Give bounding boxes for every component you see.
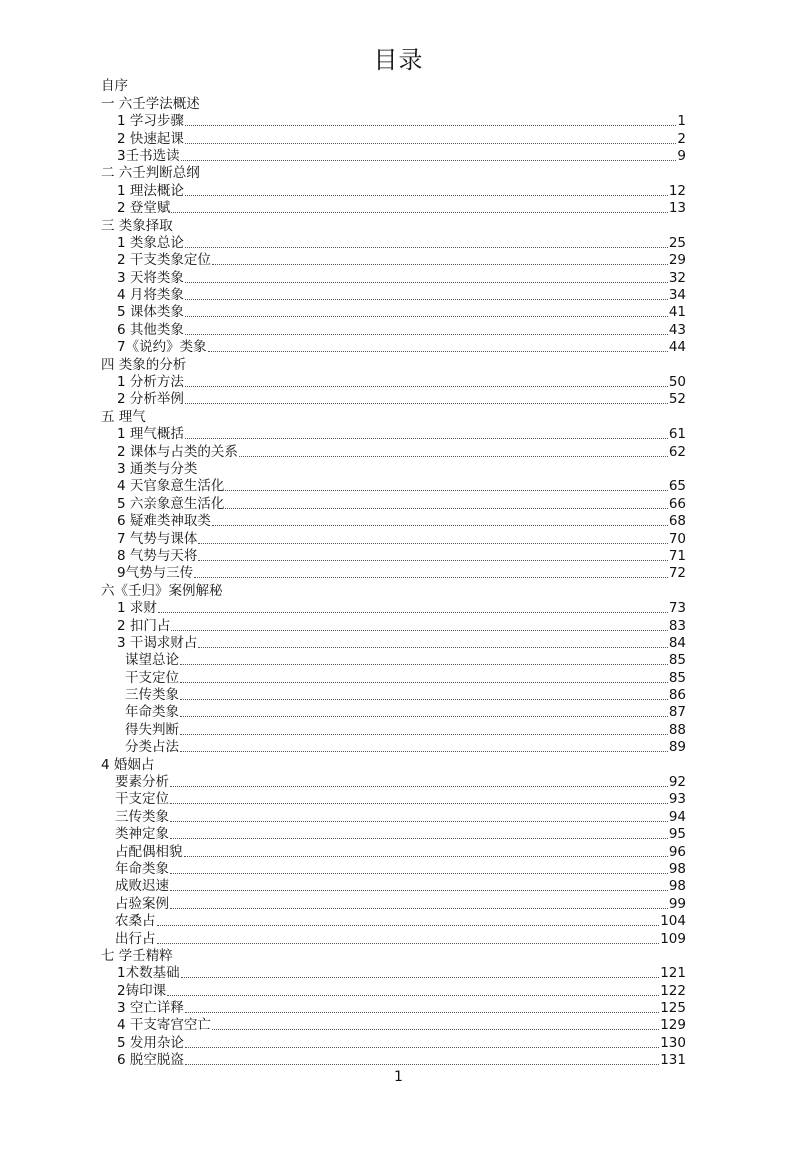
toc-entry <box>101 617 686 634</box>
toc-entry-label: 要素分析 <box>115 774 169 791</box>
toc-entry <box>101 582 686 599</box>
toc-entry <box>101 861 686 878</box>
toc-dot-leader <box>198 543 667 544</box>
toc-entry <box>101 826 686 843</box>
toc-entry-label: 4 月将类象 <box>117 287 184 304</box>
toc-entry-label: 2 快速起课 <box>117 130 184 147</box>
toc-entry-label: 3 天将类象 <box>117 269 184 286</box>
toc-entry-label: 农桑占 <box>115 913 156 930</box>
toc-entry-label: 三传类象 <box>115 808 169 825</box>
toc-dot-leader <box>181 977 660 978</box>
toc-entry-label: 年命类象 <box>115 860 169 877</box>
toc-entry-page: 94 <box>668 808 686 825</box>
toc-entry <box>101 148 686 165</box>
toc-dot-leader <box>170 838 668 839</box>
toc-entry-label: 三 类象择取 <box>101 217 173 234</box>
toc-entry-label: 1 分析方法 <box>117 374 184 391</box>
toc-entry <box>101 878 686 895</box>
toc-entry-page: 85 <box>668 669 686 686</box>
toc-entry-page: 109 <box>660 930 686 947</box>
toc-entry <box>101 113 686 130</box>
toc-entry-label: 成败迟速 <box>115 878 169 895</box>
toc-entry <box>101 235 686 252</box>
toc-entry <box>101 635 686 652</box>
toc-entry-label: 8 气势与天将 <box>117 547 198 564</box>
toc-entry <box>101 791 686 808</box>
toc-entry-page: 9 <box>677 147 686 164</box>
toc-entry-label: 干支定位 <box>115 791 169 808</box>
toc-entry-label: 六《壬归》案例解秘 <box>101 582 223 599</box>
page-number: 1 <box>394 1069 403 1085</box>
toc-entry-page: 52 <box>668 391 686 408</box>
toc-entry <box>101 913 686 930</box>
toc-entry-label: 出行占 <box>115 930 156 947</box>
toc-entry <box>101 461 686 478</box>
toc-dot-leader <box>184 856 668 857</box>
toc-entry <box>101 443 686 460</box>
toc-entry-label: 2 登堂赋 <box>117 200 171 217</box>
toc-entry-label: 6 其他类象 <box>117 321 184 338</box>
toc-entry <box>101 530 686 547</box>
toc-dot-leader <box>185 386 668 387</box>
toc-entry-page: 62 <box>668 443 686 460</box>
toc-entry-label: 占验案例 <box>115 895 169 912</box>
toc-dot-leader <box>198 560 667 561</box>
toc-dot-leader <box>167 995 659 996</box>
toc-entry <box>101 1034 686 1051</box>
toc-entry <box>101 495 686 512</box>
toc-dot-leader <box>194 577 668 578</box>
toc-entry-label: 2 干支类象定位 <box>117 252 211 269</box>
toc-entry-label: 自序 <box>101 78 128 95</box>
toc-entry-page: 2 <box>677 130 686 147</box>
toc-dot-leader <box>180 682 668 683</box>
toc-dot-leader <box>171 630 667 631</box>
toc-dot-leader <box>180 751 668 752</box>
toc-dot-leader <box>180 664 668 665</box>
toc-entry-page: 34 <box>668 287 686 304</box>
toc-entry <box>101 948 686 965</box>
toc-entry-label: 1 理法概论 <box>117 182 184 199</box>
toc-dot-leader <box>185 247 668 248</box>
toc-dot-leader <box>185 143 677 144</box>
toc-entry <box>101 130 686 147</box>
toc-entry-label: 得失判断 <box>125 721 179 738</box>
toc-entry-page: 25 <box>668 234 686 251</box>
toc-entry <box>101 391 686 408</box>
toc-entry-page: 70 <box>668 530 686 547</box>
toc-entry-label: 4 天官象意生活化 <box>117 478 225 495</box>
toc-entry-page: 93 <box>668 791 686 808</box>
toc-entry-label: 四 类象的分析 <box>101 356 187 373</box>
toc-entry <box>101 95 686 112</box>
toc-entry-page: 99 <box>668 895 686 912</box>
toc-entry-page: 13 <box>668 200 686 217</box>
toc-dot-leader <box>185 438 668 439</box>
toc-entry-label: 1 理气概括 <box>117 426 184 443</box>
toc-dot-leader <box>239 456 668 457</box>
toc-entry-page: 86 <box>668 687 686 704</box>
toc-entry-page: 98 <box>668 878 686 895</box>
toc-entry <box>101 78 686 95</box>
toc-entry-page: 29 <box>668 252 686 269</box>
toc-entry <box>101 687 686 704</box>
toc-dot-leader <box>170 803 668 804</box>
toc-entry-label: 谋望总论 <box>125 652 179 669</box>
toc-entry-page: 122 <box>660 982 686 999</box>
toc-entry-page: 92 <box>668 774 686 791</box>
toc-entry <box>101 304 686 321</box>
toc-entry <box>101 252 686 269</box>
toc-entry <box>101 982 686 999</box>
toc-dot-leader <box>185 316 668 317</box>
toc-entry <box>101 408 686 425</box>
toc-entry-page: 1 <box>677 113 686 130</box>
toc-entry-page: 96 <box>668 843 686 860</box>
toc-entry <box>101 704 686 721</box>
toc-entry <box>101 165 686 182</box>
toc-entry-label: 3 干谒求财占 <box>117 634 198 651</box>
toc-dot-leader <box>170 908 668 909</box>
toc-dot-leader <box>171 212 667 213</box>
toc-entry <box>101 426 686 443</box>
toc-entry <box>101 565 686 582</box>
toc-entry-page: 85 <box>668 652 686 669</box>
toc-entry-label: 6 疑难类神取类 <box>117 513 211 530</box>
toc-entry-page: 12 <box>668 182 686 199</box>
toc-dot-leader <box>185 125 677 126</box>
toc-entry-label: 3壬书选读 <box>117 147 180 164</box>
toc-entry <box>101 478 686 495</box>
toc-entry-label: 分类占法 <box>125 739 179 756</box>
toc-entry <box>101 843 686 860</box>
toc-entry <box>101 895 686 912</box>
toc-entry-label: 7《说约》类象 <box>117 339 207 356</box>
toc-entry-label: 类神定象 <box>115 826 169 843</box>
toc-entry <box>101 774 686 791</box>
toc-dot-leader <box>212 1029 659 1030</box>
toc-entry-page: 88 <box>668 721 686 738</box>
toc-entry-page: 32 <box>668 269 686 286</box>
toc-entry <box>101 739 686 756</box>
toc-dot-leader <box>198 647 667 648</box>
toc-dot-leader <box>185 1064 659 1065</box>
toc-dot-leader <box>158 612 668 613</box>
toc-entry <box>101 756 686 773</box>
toc-entry <box>101 513 686 530</box>
toc-dot-leader <box>180 734 668 735</box>
toc-entry-label: 1 求财 <box>117 600 157 617</box>
toc-entry-page: 73 <box>668 600 686 617</box>
toc-entry-label: 2 分析举例 <box>117 391 184 408</box>
toc-entry-page: 83 <box>668 617 686 634</box>
toc-entry-page: 130 <box>660 1034 686 1051</box>
toc-entry-page: 43 <box>668 321 686 338</box>
toc-entry-label: 5 六亲象意生活化 <box>117 495 225 512</box>
toc-entry-label: 4 干支寄宫空亡 <box>117 1017 211 1034</box>
toc-entry <box>101 965 686 982</box>
toc-entry <box>101 217 686 234</box>
toc-dot-leader <box>170 873 668 874</box>
table-of-contents <box>101 78 686 1069</box>
toc-entry-page: 95 <box>668 826 686 843</box>
toc-dot-leader <box>212 264 668 265</box>
toc-entry <box>101 1000 686 1017</box>
toc-entry-page: 89 <box>668 739 686 756</box>
toc-dot-leader <box>225 508 667 509</box>
toc-entry-page: 84 <box>668 634 686 651</box>
toc-dot-leader <box>185 195 668 196</box>
toc-entry <box>101 1017 686 1034</box>
toc-entry <box>101 600 686 617</box>
toc-dot-leader <box>170 786 668 787</box>
toc-entry <box>101 287 686 304</box>
toc-entry-label: 七 学壬精粹 <box>101 947 173 964</box>
toc-entry <box>101 808 686 825</box>
toc-dot-leader <box>180 699 668 700</box>
toc-entry-page: 66 <box>668 495 686 512</box>
toc-entry-label: 年命类象 <box>125 704 179 721</box>
toc-entry-label: 6 脱空脱盗 <box>117 1052 184 1069</box>
toc-entry <box>101 269 686 286</box>
toc-entry-page: 87 <box>668 704 686 721</box>
toc-entry <box>101 548 686 565</box>
toc-dot-leader <box>185 282 668 283</box>
toc-entry <box>101 721 686 738</box>
page-title: 目录 <box>373 46 424 74</box>
toc-entry-label: 二 六壬判断总纲 <box>101 165 200 182</box>
toc-dot-leader <box>208 351 668 352</box>
toc-entry-label: 2 扣门占 <box>117 617 171 634</box>
toc-entry-label: 干支定位 <box>125 669 179 686</box>
toc-entry-page: 129 <box>660 1017 686 1034</box>
toc-entry <box>101 339 686 356</box>
toc-entry-page: 72 <box>668 565 686 582</box>
toc-entry-page: 41 <box>668 304 686 321</box>
toc-entry-page: 71 <box>668 547 686 564</box>
toc-dot-leader <box>170 890 668 891</box>
toc-entry-label: 4 婚姻占 <box>101 756 155 773</box>
toc-entry-label: 1术数基础 <box>117 965 180 982</box>
toc-dot-leader <box>225 490 667 491</box>
toc-entry-page: 44 <box>668 339 686 356</box>
toc-dot-leader <box>181 160 677 161</box>
toc-entry-label: 1 学习步骤 <box>117 113 184 130</box>
toc-entry <box>101 1052 686 1069</box>
toc-dot-leader <box>185 334 668 335</box>
toc-entry-page: 50 <box>668 374 686 391</box>
toc-dot-leader <box>212 525 668 526</box>
toc-entry-label: 3 通类与分类 <box>117 460 198 477</box>
toc-entry-label: 2 课体与占类的关系 <box>117 443 238 460</box>
toc-entry-label: 5 课体类象 <box>117 304 184 321</box>
toc-entry-label: 占配偶相貌 <box>115 843 183 860</box>
toc-dot-leader <box>185 403 668 404</box>
toc-entry-label: 9气势与三传 <box>117 565 194 582</box>
toc-dot-leader <box>170 821 668 822</box>
toc-dot-leader <box>157 943 660 944</box>
toc-entry-label: 5 发用杂论 <box>117 1034 184 1051</box>
toc-entry <box>101 930 686 947</box>
toc-entry <box>101 356 686 373</box>
toc-entry-label: 2铸印课 <box>117 982 167 999</box>
toc-entry-label: 1 类象总论 <box>117 234 184 251</box>
toc-entry-page: 131 <box>660 1052 686 1069</box>
toc-entry <box>101 374 686 391</box>
toc-entry-page: 61 <box>668 426 686 443</box>
toc-entry-label: 三传类象 <box>125 687 179 704</box>
toc-entry <box>101 321 686 338</box>
toc-dot-leader <box>157 925 660 926</box>
toc-entry-label: 3 空亡详释 <box>117 1000 184 1017</box>
toc-entry-label: 一 六壬学法概述 <box>101 95 200 112</box>
toc-entry-page: 68 <box>668 513 686 530</box>
toc-entry-page: 98 <box>668 860 686 877</box>
toc-entry <box>101 669 686 686</box>
toc-entry <box>101 652 686 669</box>
toc-entry <box>101 200 686 217</box>
toc-dot-leader <box>180 716 668 717</box>
toc-entry <box>101 182 686 199</box>
toc-entry-page: 65 <box>668 478 686 495</box>
toc-entry-label: 7 气势与课体 <box>117 530 198 547</box>
toc-entry-page: 125 <box>660 1000 686 1017</box>
toc-dot-leader <box>185 299 668 300</box>
toc-entry-page: 104 <box>660 913 686 930</box>
toc-entry-label: 五 理气 <box>101 408 146 425</box>
toc-dot-leader <box>185 1047 659 1048</box>
toc-entry-page: 121 <box>660 965 686 982</box>
toc-dot-leader <box>185 1012 659 1013</box>
